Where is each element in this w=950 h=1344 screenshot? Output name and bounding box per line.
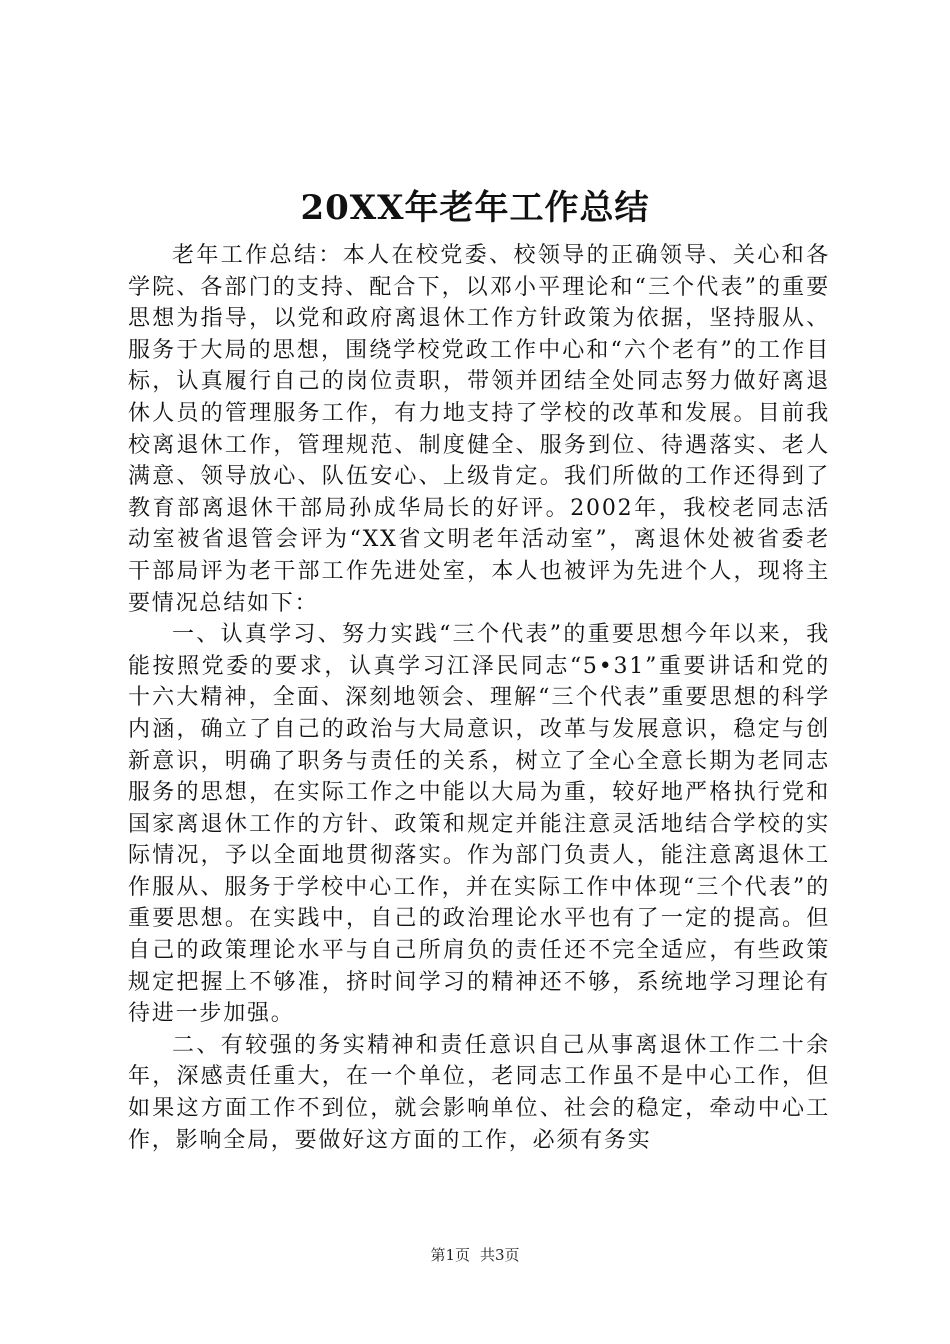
paragraph-section-two: 二、有较强的务实精神和责任意识自己从事离退休工作二十余年，深感责任重大，在一个单位，老同志工作虽不是中心工作，但如果这方面工作不到位，就会影响单位、社会的稳定，牵动中心工作，影响全局，要做好这方面的工作，必须有务实	[128, 1032, 830, 1153]
page-footer	[0, 1245, 950, 1265]
paragraph-section-one: 一、认真学习、努力实践“三个代表”的重要思想今年以来，我能按照党委的要求，认真学习江泽民同志“5•31”重要讲话和党的十六大精神，全面、深刻地领会、理解“三个代表”重要思想的科学内涵，确立了自己的政治与大局意识，改革与发展意识，稳定与创新意识，明确了职务与责任的关系，树立了全心全意长期为老同志服务的思想，在实际工作之中能以大局为重，较好地严格执行党和国家离退休工作的方针、政策和规定并能注意灵活地结合学校的实际情况，予以全面地贯彻落实。作为部门负责人，能注意离退休工作服从、服务于学校中心工作，并在实际工作中体现“三个代表”的重要思想。在实践中，自己的政治理论水平也有了一定的提高。但自己的政策理论水平与自己所肩负的责任还不完全适应，有些政策规定把握上不够准，挤时间学习的精神还不够，系统地学习理论有待进一步加强。	[128, 622, 830, 1027]
document-body	[128, 240, 830, 1156]
paragraph-intro: 老年工作总结：本人在校党委、校领导的正确领导、关心和各学院、各部门的支持、配合下，以邓小平理论和“三个代表”的重要思想为指导，以党和政府离退休工作方针政策为依据，坚持服从、服务于大局的思想，围绕学校党政工作中心和“六个老有”的工作目标，认真履行自己的岗位责职，带领并团结全处同志努力做好离退休人员的管理服务工作，有力地支持了学校的改革和发展。目前我校离退休工作，管理规范、制度健全、服务到位、待遇落实、老人满意、领导放心、队伍安心、上级肯定。我们所做的工作还得到了教育部离退休干部局孙成华局长的好评。2002年，我校老同志活动室被省退管会评为“XX省文明老年活动室”，离退休处被省委老干部局评为老干部工作先进处室，本人也被评为先进个人，现将主要情况总结如下：	[128, 243, 830, 616]
document-title: 20XX年老年工作总结	[300, 188, 650, 228]
page-total: 共3页	[480, 1246, 520, 1264]
page-number: 第1页	[430, 1246, 470, 1264]
